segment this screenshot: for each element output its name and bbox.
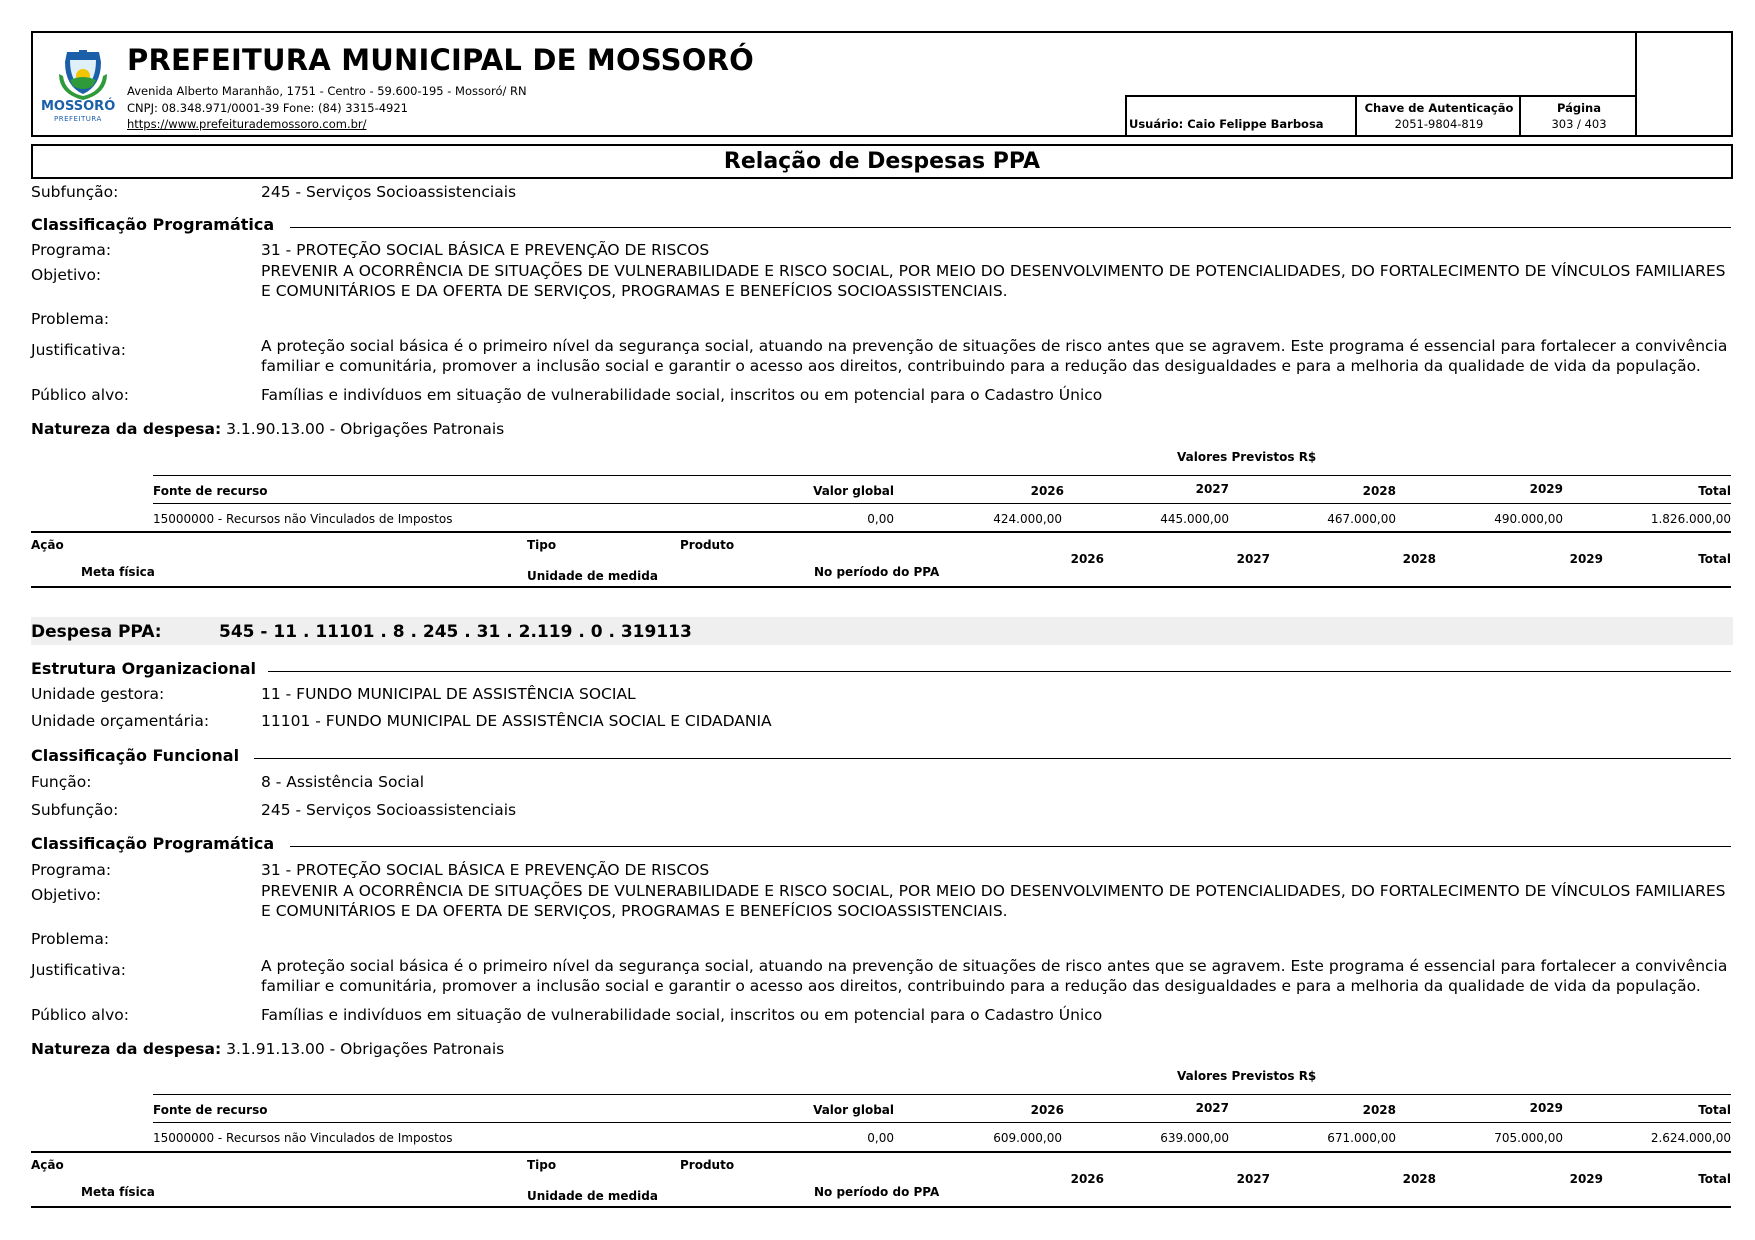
user-label: Usuário: Caio Felippe Barbosa [1129,117,1324,131]
meta-header: Meta física [81,565,155,579]
ug-label: Unidade gestora: [31,685,165,703]
programa-label: Programa: [31,241,112,259]
class-func-title: Classificação Funcional [31,746,240,765]
td2-2029: 705.000,00 [1494,1131,1563,1145]
produto-header: Produto [680,538,735,552]
org-cnpj-phone: CNPJ: 08.348.971/0001-39 Fone: (84) 3315-4921 [127,101,408,115]
subfuncao-label: Subfunção: [31,183,119,201]
td2-2027: 639.000,00 [1160,1131,1229,1145]
table2-rule-mid [153,1122,1731,1123]
objetivo-value: PREVENIR A OCORRÊNCIA DE SITUAÇÕES DE VULNERABILIDADE E RISCO SOCIAL, POR MEIO DO DESENVOLVIMENTO DE POTENCIALIDADES, DO FORTALECIMENTO DE VÍNCULOS FAMILIARES E COMUNITÁRIOS E DA OFERTA DE SERVIÇOS, PROGRAMAS E BENEFÍCIOS SOCIOASSISTENCIAIS. [261,262,1726,300]
funcao-label: Função: [31,773,92,791]
ug-value: 11 - FUNDO MUNICIPAL DE ASSISTÊNCIA SOCIAL [261,685,636,703]
objetivo2-label: Objetivo: [31,886,102,904]
td2-valor-global: 0,00 [867,1131,894,1145]
objetivo-label: Objetivo: [31,266,102,284]
problema2-label: Problema: [31,930,110,948]
natureza2-despesa [31,1040,504,1058]
meta2-header: Meta física [81,1185,155,1199]
logo-wordmark: MOSSORÓ [41,99,116,114]
natureza-despesa [31,420,504,438]
natureza-label: Natureza da despesa: [31,420,222,438]
natureza2-value: 3.1.91.13.00 - Obrigações Patronais [226,1040,505,1058]
th2-2028: 2028 [1362,1103,1396,1117]
th-2029: 2029 [1529,482,1563,496]
class-prog-title: Classificação Programática [31,215,275,234]
natureza-value: 3.1.90.13.00 - Obrigações Patronais [226,420,505,438]
header-divider [1635,33,1637,137]
auth-key-cell [1355,95,1521,137]
user-cell [1125,95,1357,137]
acao-2028: 2028 [1402,552,1436,566]
subfuncao2-value: 245 - Serviços Socioassistenciais [261,801,517,819]
acao-rule-bottom [31,586,1731,588]
th-valor-global: Valor global [813,484,894,498]
td2-2026: 609.000,00 [993,1131,1062,1145]
programa2-value: 31 - PROTEÇÃO SOCIAL BÁSICA E PREVENÇÃO DE RISCOS [261,861,710,879]
table2-rule-top [153,1094,1731,1095]
despesa-ppa-value: 545 - 11 . 11101 . 8 . 245 . 31 . 2.119 . 0 . 319113 [219,622,692,642]
th-2026: 2026 [1030,484,1064,498]
acao2-2028: 2028 [1402,1172,1436,1186]
acao2-2026: 2026 [1070,1172,1104,1186]
justificativa2-label: Justificativa: [31,961,126,979]
td-total: 1.826.000,00 [1650,512,1731,526]
justificativa2-value: A proteção social básica é o primeiro nível da segurança social, atuando na prevenção de situações de risco antes que se agravem. Este programa é essencial para fortalecer a convivência familiar e comunitária, promover a inclusão social e garantir o acesso aos direitos, contribuindo para a redução das desigualdades e para a melhoria da qualidade de vida da população. [261,957,1728,995]
section-rule [290,227,1731,228]
report-title: Relação de Despesas PPA [31,144,1733,179]
publico2-label: Público alvo: [31,1006,129,1024]
acao2-2027: 2027 [1236,1172,1270,1186]
uo-value: 11101 - FUNDO MUNICIPAL DE ASSISTÊNCIA SOCIAL E CIDADANIA [261,712,772,730]
produto2-header: Produto [680,1158,735,1172]
td2-total: 2.624.000,00 [1650,1131,1731,1145]
acao-rule-top [31,531,1731,533]
natureza2-label: Natureza da despesa: [31,1040,222,1058]
td-2029: 490.000,00 [1494,512,1563,526]
uo-label: Unidade orçamentária: [31,712,210,730]
despesa-ppa-label: Despesa PPA: [31,622,162,642]
tipo-header: Tipo [527,538,557,552]
objetivo2-value: PREVENIR A OCORRÊNCIA DE SITUAÇÕES DE VULNERABILIDADE E RISCO SOCIAL, POR MEIO DO DESENVOLVIMENTO DE POTENCIALIDADES, DO FORTALECIMENTO DE VÍNCULOS FAMILIARES E COMUNITÁRIOS E DA OFERTA DE SERVIÇOS, PROGRAMAS E BENEFÍCIOS SOCIOASSISTENCIAIS. [261,882,1726,920]
th2-2027: 2027 [1195,1101,1229,1115]
auth-key-label: Chave de Autenticação [1364,101,1514,115]
report-header [31,31,1733,137]
acao-2029: 2029 [1569,552,1603,566]
section-rule [254,758,1731,759]
table-rule-mid [153,503,1731,504]
acao2-rule-bottom [31,1206,1731,1208]
estrutura-title: Estrutura Organizacional [31,659,257,678]
problema-label: Problema: [31,310,110,328]
programa-value: 31 - PROTEÇÃO SOCIAL BÁSICA E PREVENÇÃO DE RISCOS [261,241,710,259]
valores2-title: Valores Previstos R$ [1177,1069,1317,1083]
th-fonte: Fonte de recurso [153,484,268,498]
periodo2-header: No período do PPA [814,1185,940,1199]
acao-2027: 2027 [1236,552,1270,566]
td-2028: 467.000,00 [1327,512,1396,526]
acao2-rule-top [31,1151,1731,1153]
th-total: Total [1698,484,1731,498]
justificativa-value: A proteção social básica é o primeiro nível da segurança social, atuando na prevenção de situações de risco antes que se agravem. Este programa é essencial para fortalecer a convivência familiar e comunitária, promover a inclusão social e garantir o acesso aos direitos, contribuindo para a redução das desigualdades e para a melhoria da qualidade de vida da população. [261,337,1728,375]
funcao-value: 8 - Assistência Social [261,773,425,791]
th-2027: 2027 [1195,482,1229,496]
unidade-header: Unidade de medida [527,569,658,583]
section-rule [290,846,1731,847]
acao-total: Total [1698,552,1731,566]
table-rule-top [153,475,1731,476]
publico2-value: Famílias e indivíduos em situação de vulnerabilidade social, inscritos ou em potencial para o Cadastro Único [261,1006,1103,1024]
unidade2-header: Unidade de medida [527,1189,658,1203]
subfuncao2-label: Subfunção: [31,801,119,819]
section-rule [268,671,1731,672]
td-valor-global: 0,00 [867,512,894,526]
th2-total: Total [1698,1103,1731,1117]
auth-key-value: 2051-9804-819 [1394,117,1484,131]
td2-2028: 671.000,00 [1327,1131,1396,1145]
org-name: PREFEITURA MUNICIPAL DE MOSSORÓ [127,43,754,77]
th2-2029: 2029 [1529,1101,1563,1115]
despesa-ppa-band [31,617,1733,645]
justificativa-label: Justificativa: [31,341,126,359]
subfuncao-value: 245 - Serviços Socioassistenciais [261,183,517,201]
td-2027: 445.000,00 [1160,512,1229,526]
th2-valor-global: Valor global [813,1103,894,1117]
logo-subtext: PREFEITURA [54,115,102,123]
page-label: Página [1556,101,1601,115]
th2-2026: 2026 [1030,1103,1064,1117]
acao2-header: Ação [31,1158,64,1172]
periodo-header: No período do PPA [814,565,940,579]
page-value: 303 / 403 [1551,117,1607,131]
acao2-2029: 2029 [1569,1172,1603,1186]
acao-2026: 2026 [1070,552,1104,566]
td2-fonte: 15000000 - Recursos não Vinculados de Impostos [153,1131,453,1145]
th-2028: 2028 [1362,484,1396,498]
th2-fonte: Fonte de recurso [153,1103,268,1117]
class-prog2-title: Classificação Programática [31,834,275,853]
org-website-link[interactable]: https://www.prefeiturademossoro.com.br/ [127,117,367,131]
acao2-total: Total [1698,1172,1731,1186]
td-fonte: 15000000 - Recursos não Vinculados de Impostos [153,512,453,526]
programa2-label: Programa: [31,861,112,879]
page-cell [1519,95,1637,137]
acao-header: Ação [31,538,64,552]
td-2026: 424.000,00 [993,512,1062,526]
publico-value: Famílias e indivíduos em situação de vulnerabilidade social, inscritos ou em potencial para o Cadastro Único [261,386,1103,404]
tipo2-header: Tipo [527,1158,557,1172]
publico-label: Público alvo: [31,386,129,404]
valores-title: Valores Previstos R$ [1177,450,1317,464]
org-address: Avenida Alberto Maranhão, 1751 - Centro - 59.600-195 - Mossoró/ RN [127,84,527,98]
